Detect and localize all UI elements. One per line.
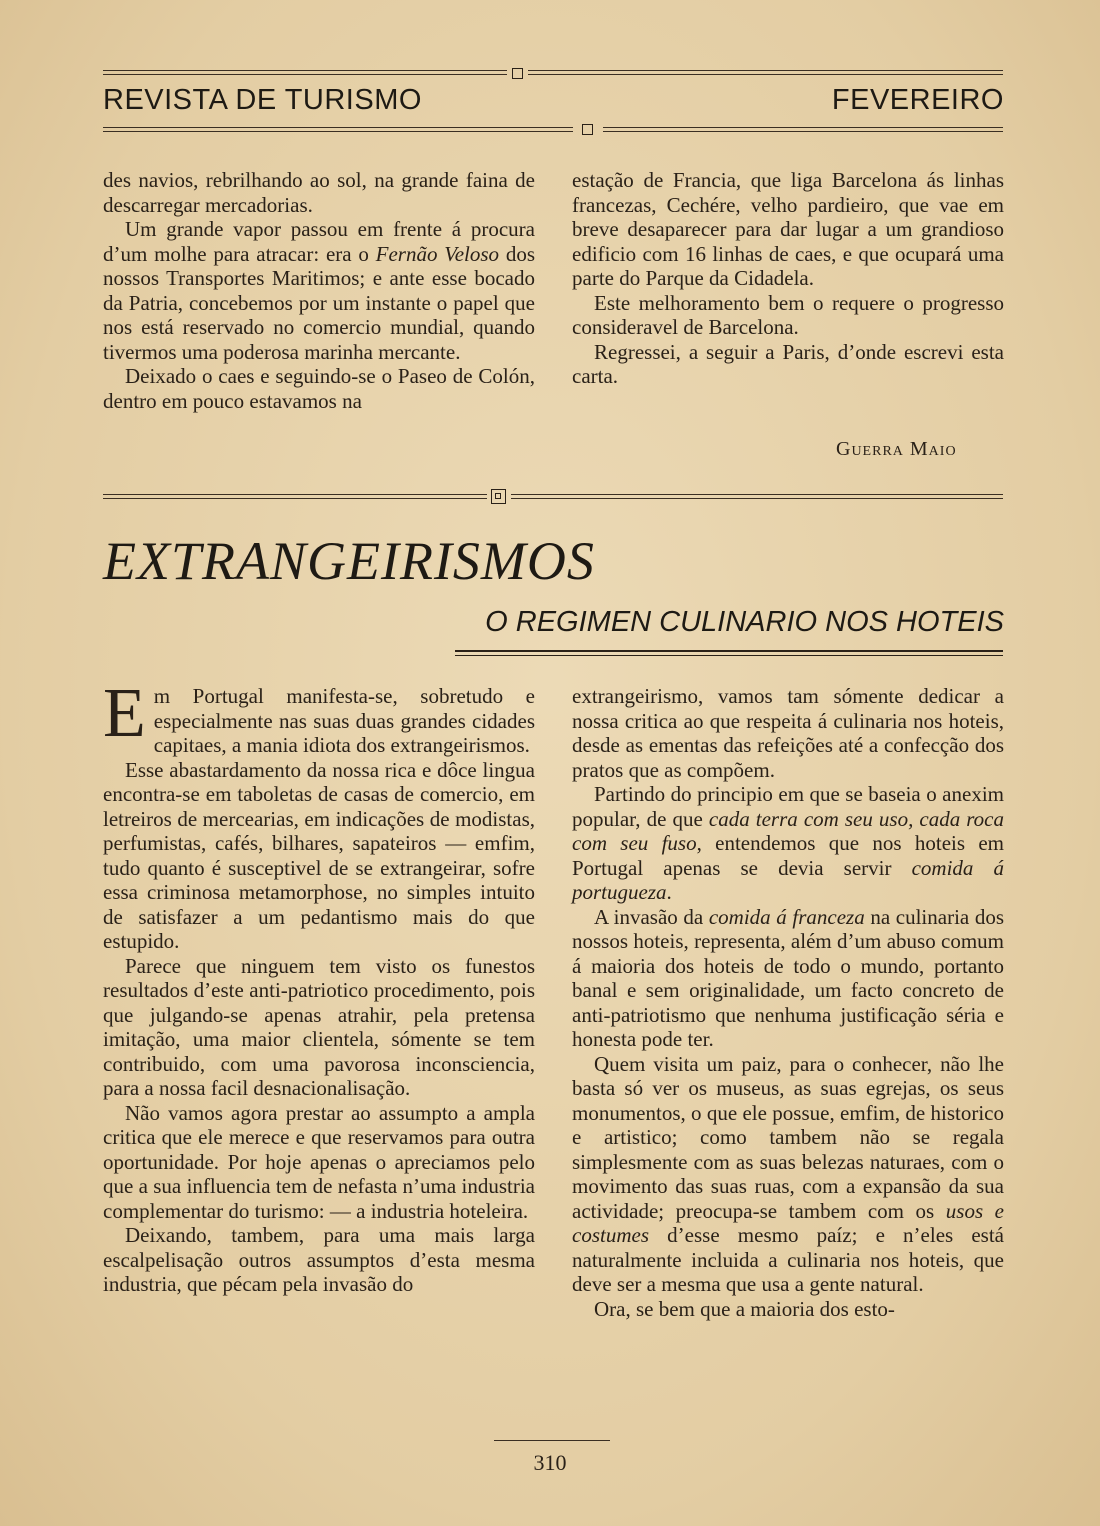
header-ornament-top [512, 68, 523, 79]
article-title: EXTRANGEIRISMOS [103, 531, 595, 591]
paragraph: Partindo do principio em que se baseia o anexim popular, de que cada terra com seu uso, cada roca com seu fuso, entendemos que nos hoteis em Portugal apenas se devia servir comida á portugueza. [572, 782, 1005, 904]
article-subtitle: O REGIMEN CULINARIO NOS HOTEIS [485, 606, 1004, 638]
paragraph: Quem visita um paiz, para o conhecer, não lhe basta só ver os museus, as suas egrejas, os seus monumentos, o que ele possue, emfim, de historico e artistico; como tambem não se regala simplesmente com as suas belezas naturaes, com o movimento das suas ruas, com a expansão da sua actividade; preocupa-se tambem com os usos e costumes d’esse mesmo paíz; e n’eles está naturalmente incluida a culinaria nos hoteis, que deve ser a mesma que usa a gente natural. [572, 1051, 1004, 1296]
article-right-column [572, 684, 1004, 1321]
paragraph: Este melhoramento bem o requere o progresso consideravel de Barcelona. [572, 290, 1004, 339]
page-number: 310 [533, 1450, 567, 1475]
paragraph: Deixando, tambem, para uma mais larga escalpelisação outros assumptos d’esta mesma industria, que pécam pela invasão do [103, 1223, 535, 1296]
paragraph: extrangeirismo, vamos tam sómente dedicar a nossa critica ao que respeita á culinaria nos hoteis, desde as ementas das refeições até a confecção dos pratos que as compõem. [572, 684, 1004, 782]
section-divider-left [103, 494, 487, 499]
header-rule-top-left [103, 70, 507, 75]
section-divider-right [511, 494, 1003, 499]
author-signature: Guerra Maio [836, 438, 957, 460]
running-head-right: FEVEREIRO [831, 84, 1004, 116]
subtitle-rule [455, 650, 1003, 652]
drop-cap: E [103, 675, 146, 752]
emphasis: usos e costumes [572, 1198, 1004, 1247]
paragraph: Deixado o caes e seguindo-se o Paseo de Colón, dentro em pouco estavamos na [103, 364, 535, 413]
header-rule-bottom-right [603, 127, 1003, 132]
top-left-column [103, 168, 535, 413]
section-ornament [491, 489, 506, 504]
paragraph: A invasão da comida á franceza na culinaria dos nossos hoteis, representa, além d’um abuso comum á maioria dos hoteis de todo o mundo, portanto banal e sem originalidade, um facto concreto de anti-patriotismo que nenhuma justificação séria e honesta pode ter. [572, 904, 1005, 1051]
emphasis: comida á portugueza [572, 855, 1004, 904]
paragraph: Parece que ninguem tem visto os funestos resultados d’este anti-patriotico procedimento, pois que julgando-se apenas atrahir, pela pretensa imitação, uma maior clientela, sómente se tem contribuido, com uma pavorosa inconsciencia, para a nossa facil desnacionalisação. [103, 953, 535, 1100]
paragraph: des navios, rebrilhando ao sol, na grande faina de descarregar mercadorias. [103, 168, 535, 217]
emphasis: comida á franceza [708, 904, 865, 929]
paragraph: Um grande vapor passou em frente á procura d’um molhe para atracar: era o Fernão Veloso dos nossos Transportes Maritimos; e ante esse bocado da Patria, concebemos por um instante o papel que nos está reservado no comercio mundial, quando tivermos uma poderosa marinha mercante. [103, 217, 535, 364]
paragraph: Regressei, a seguir a Paris, d’onde escrevi esta carta. [572, 339, 1004, 388]
ship-name: Fernão Veloso [375, 241, 500, 266]
subtitle-rule-thin [455, 655, 1003, 656]
paragraph: Ora, se bem que a maioria dos esto- [594, 1296, 895, 1321]
header-ornament-bottom [582, 124, 593, 135]
paragraph: Em Portugal manifesta-se, sobretudo e especialmente nas suas duas grandes cidades capitaes, a mania idiota dos extrangeirismos. [103, 675, 535, 757]
top-right-column [572, 168, 1004, 389]
header-rule-bottom-left [103, 127, 573, 132]
running-head-left: REVISTA DE TURISMO [103, 84, 422, 116]
page-number-rule [494, 1440, 610, 1441]
article-left-column [103, 675, 535, 1297]
paragraph: estação de Francia, que liga Barcelona ás linhas francezas, Cechére, velho pardieiro, que vae em breve desaparecer para dar lugar a um grandioso edificio com 16 linhas de caes, e que ocupará uma parte do Parque da Cidadela. [572, 168, 1004, 290]
paragraph: Esse abastardamento da nossa rica e dôce lingua encontra-se em taboletas de casas de comercio, em letreiros de mercearias, em indicações de modistas, perfumistas, cafés, bilhares, sapateiros — emfim, tudo quanto é susceptivel de se extrangeirar, sofre essa criminosa metamorphose, no simples intuito de satisfazer a um pedantismo mais do que estupido. [103, 757, 535, 953]
proverb: cada terra com seu uso, cada roca com seu fuso [572, 806, 1005, 855]
paragraph: Não vamos agora prestar ao assumpto a ampla critica que ele merece e que reservamos para outra oportunidade. Por hoje apenas o apreciamos pelo que a sua influencia tem de nefasta n’uma industria complementar do turismo: — a industria hoteleira. [103, 1100, 535, 1223]
header-rule-top-right [528, 70, 1003, 75]
